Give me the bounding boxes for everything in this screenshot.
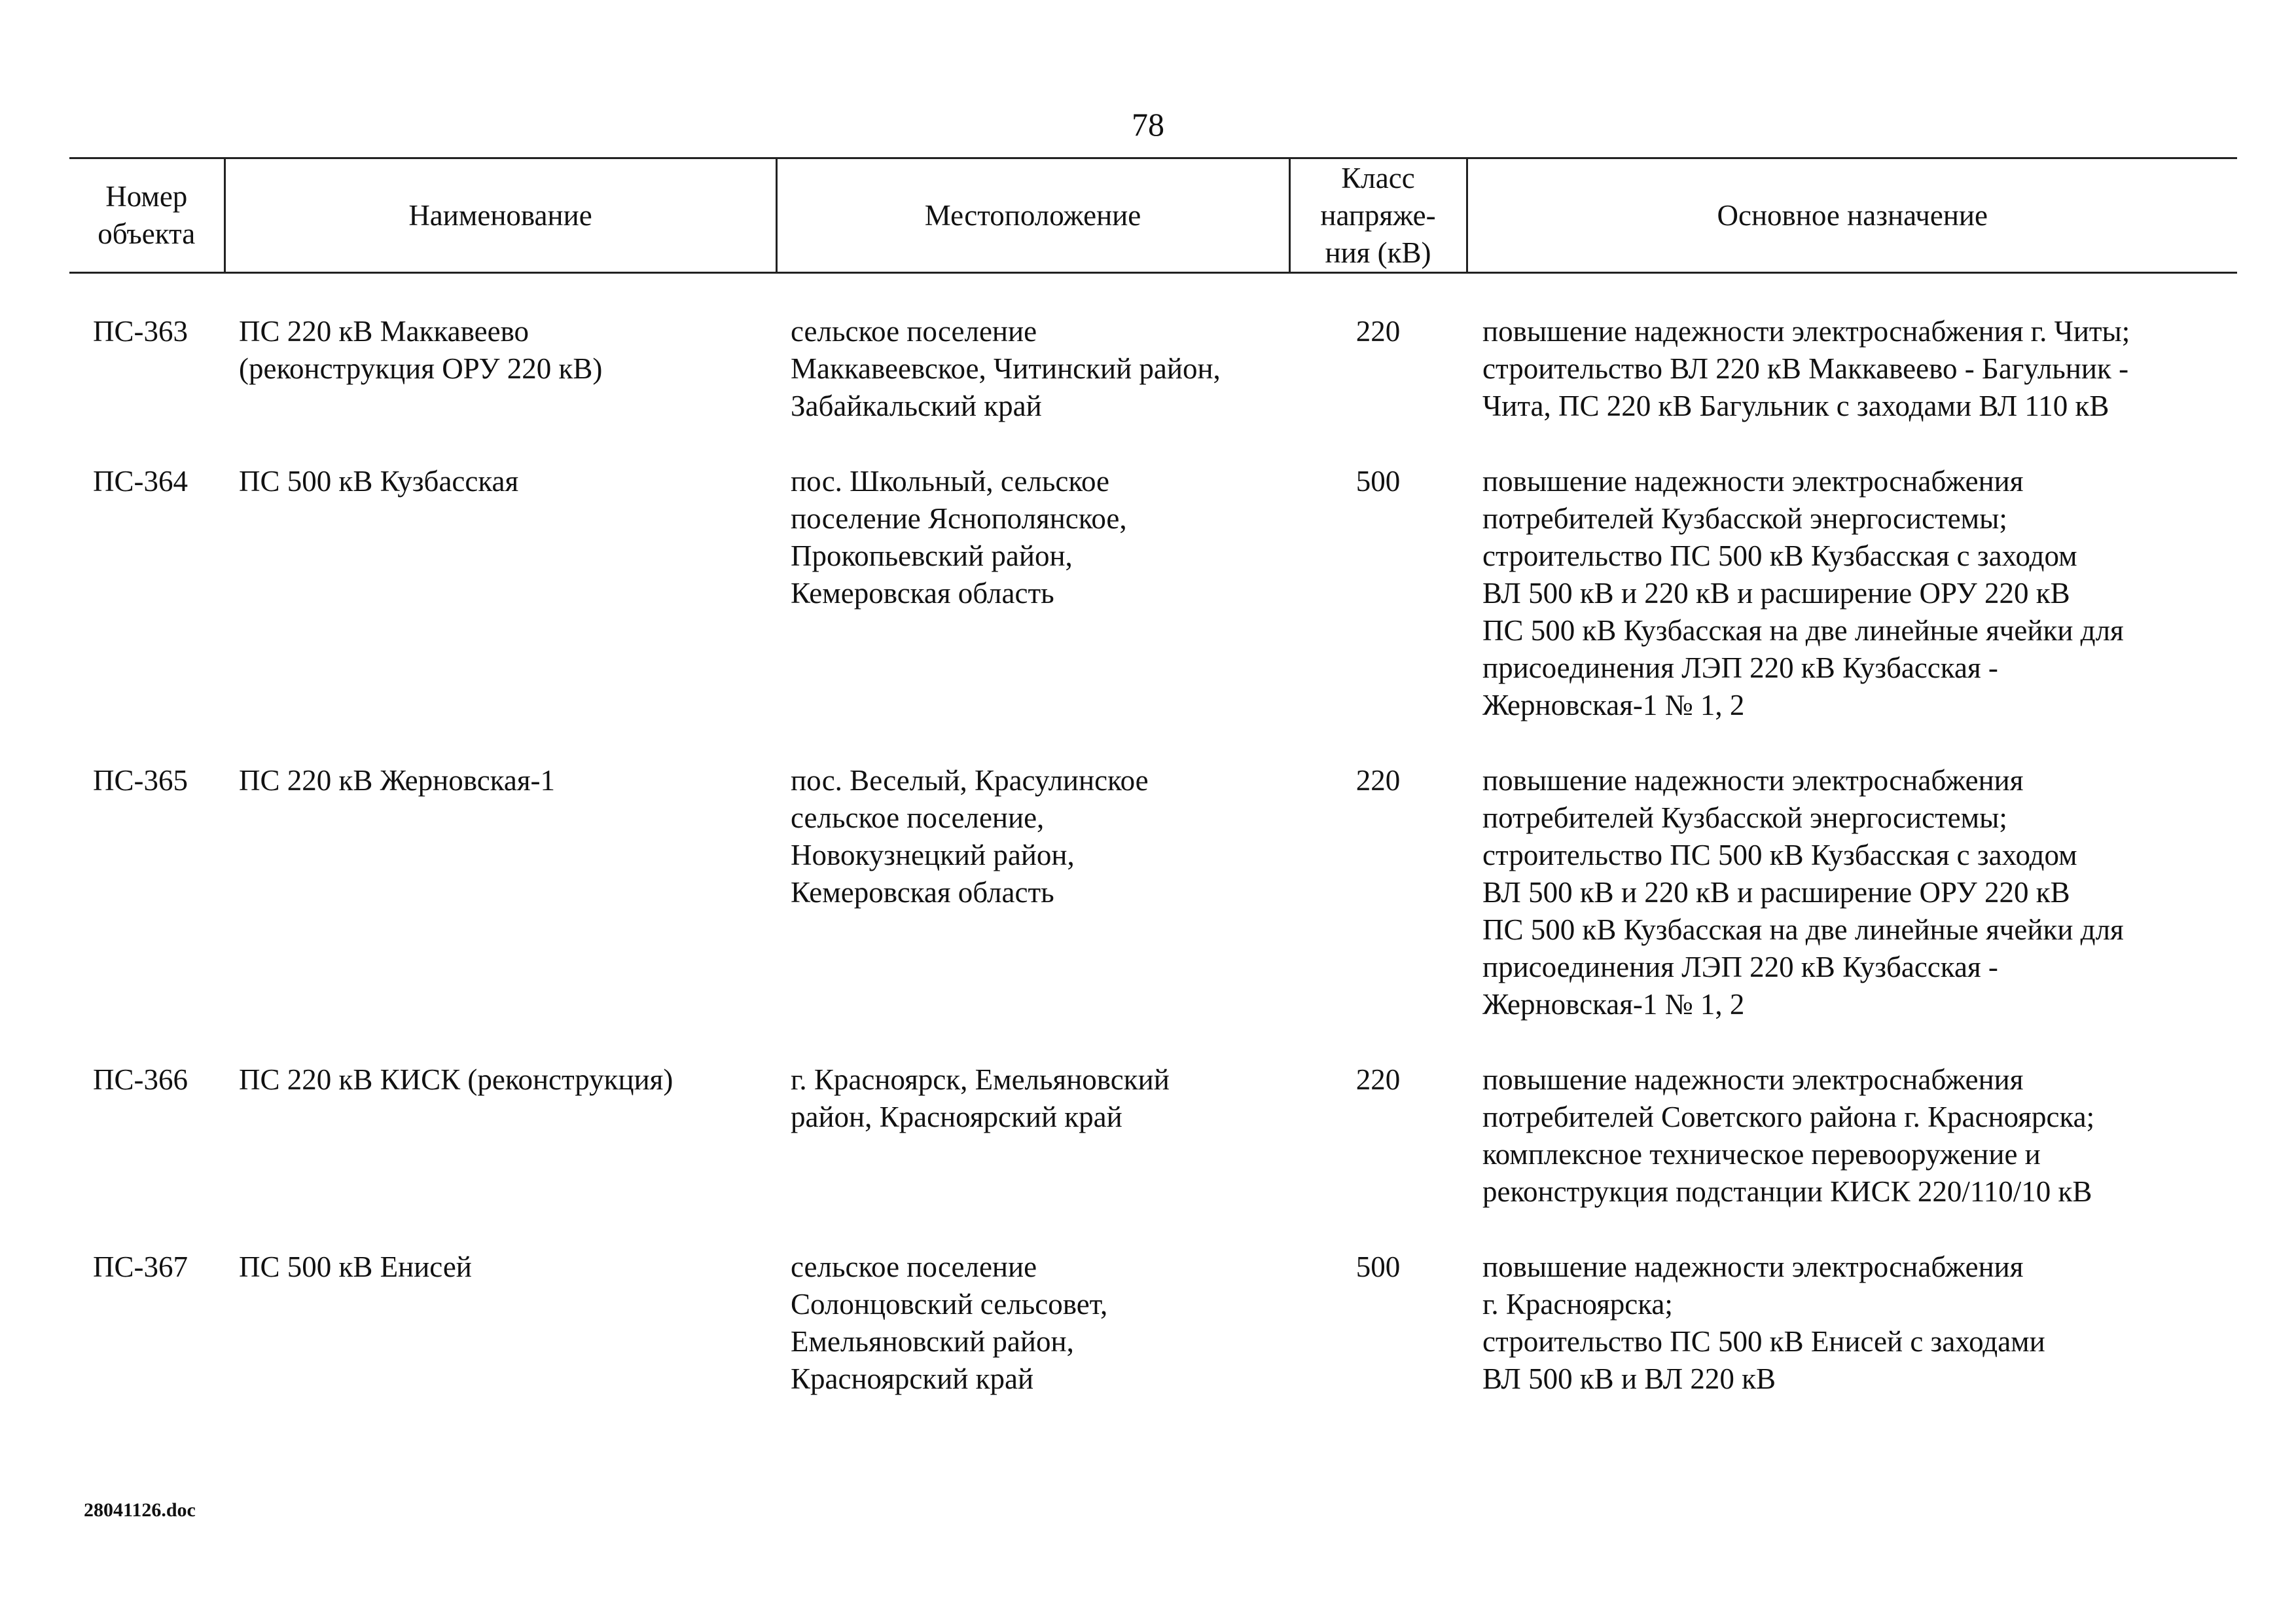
object-voltage: 500 (1355, 465, 1401, 498)
page-number: 78 (1132, 106, 1164, 143)
object-location (776, 313, 1289, 463)
object-purpose-line: потребителей Кузбасской энергосистемы; (1482, 502, 2007, 535)
object-purpose-line: потребителей Кузбасской энергосистемы; (1482, 801, 2007, 834)
object-location-line: поселение Яснополянское, (791, 502, 1127, 535)
object-purpose-line: строительство ВЛ 220 кВ Маккавеево - Багульник - (1482, 352, 2129, 385)
table-row (69, 762, 2237, 1061)
footer-filename: 28041126.doc (84, 1499, 196, 1521)
table-row (69, 1249, 2237, 1436)
object-name (224, 1249, 776, 1436)
object-location-line: сельское поселение (791, 1250, 1037, 1283)
object-number: ПС-364 (93, 465, 188, 498)
object-location (776, 463, 1289, 762)
object-location-line: Новокузнецкий район, (791, 839, 1075, 871)
header-location (776, 158, 1289, 273)
object-location (776, 762, 1289, 1061)
object-purpose-line: Жерновская-1 № 1, 2 (1482, 689, 1745, 721)
object-purpose (1467, 762, 2237, 1061)
object-purpose-line: реконструкция подстанции КИСК 220/110/10 кВ (1482, 1175, 2092, 1208)
object-location-line: Кемеровская область (791, 876, 1054, 909)
object-location-line: Маккавеевское, Читинский район, (791, 352, 1221, 385)
header-name (224, 158, 776, 273)
header-purpose-line: Основное назначение (1717, 198, 1988, 232)
object-location (776, 1249, 1289, 1436)
object-location-line: Кемеровская область (791, 577, 1054, 610)
table-row (69, 463, 2237, 762)
object-location-line: сельское поселение (791, 315, 1037, 348)
object-voltage: 220 (1355, 764, 1401, 797)
object-name-line: ПС 220 кВ Маккавеево (239, 315, 529, 348)
object-purpose-line: повышение надежности электроснабжения (1482, 1250, 2024, 1283)
object-purpose-line: повышение надежности электроснабжения г. Читы; (1482, 315, 2130, 348)
objects-table (69, 157, 2237, 1436)
object-location-line: Солонцовский сельсовет, (791, 1288, 1108, 1321)
object-purpose-line: потребителей Советского района г. Красноярска; (1482, 1101, 2095, 1133)
object-voltage: 220 (1355, 315, 1401, 348)
object-purpose-line: повышение надежности электроснабжения (1482, 465, 2024, 498)
object-number: ПС-366 (93, 1063, 188, 1096)
object-name (224, 762, 776, 1061)
object-purpose-line: повышение надежности электроснабжения (1482, 1063, 2024, 1096)
object-location-line: пос. Веселый, Красулинское (791, 764, 1149, 797)
object-name-line: ПС 220 кВ Жерновская-1 (239, 764, 556, 797)
header-purpose (1467, 158, 2237, 273)
object-purpose-line: присоединения ЛЭП 220 кВ Кузбасская - (1482, 951, 1998, 983)
object-purpose-line: Жерновская-1 № 1, 2 (1482, 988, 1745, 1021)
object-location-line: район, Красноярский край (791, 1101, 1122, 1133)
header-num (69, 158, 224, 273)
object-location-line: Емельяновский район, (791, 1325, 1074, 1358)
header-num-line: объекта (98, 217, 196, 250)
table-row (69, 1061, 2237, 1249)
object-voltage: 500 (1355, 1250, 1401, 1283)
object-name-line: ПС 500 кВ Кузбасская (239, 465, 519, 498)
object-purpose-line: повышение надежности электроснабжения (1482, 764, 2024, 797)
object-location-line: Прокопьевский район, (791, 539, 1073, 572)
object-location-line: пос. Школьный, сельское (791, 465, 1109, 498)
object-purpose (1467, 463, 2237, 762)
object-purpose-line: ПС 500 кВ Кузбасская на две линейные ячейки для (1482, 913, 2124, 946)
object-number: ПС-367 (93, 1250, 188, 1283)
header-voltage-line: ния (кВ) (1325, 236, 1431, 269)
object-purpose-line: строительство ПС 500 кВ Кузбасская с заходом (1482, 839, 2077, 871)
object-purpose (1467, 313, 2237, 463)
object-number: ПС-363 (93, 315, 188, 348)
object-name-line: (реконструкция ОРУ 220 кВ) (239, 352, 603, 385)
header-location-line: Местоположение (924, 198, 1141, 232)
object-name (224, 463, 776, 762)
object-location-line: сельское поселение, (791, 801, 1045, 834)
header-voltage-line: Класс (1341, 161, 1415, 194)
object-name-line: ПС 220 кВ КИСК (реконструкция) (239, 1063, 673, 1096)
object-purpose (1467, 1061, 2237, 1249)
table-spacer (69, 273, 2237, 314)
table-header-row (69, 158, 2237, 273)
object-purpose-line: Чита, ПС 220 кВ Багульник с заходами ВЛ 110 кВ (1482, 390, 2109, 422)
object-purpose (1467, 1249, 2237, 1436)
object-voltage: 220 (1355, 1063, 1401, 1096)
header-voltage (1289, 158, 1467, 273)
object-purpose-line: ПС 500 кВ Кузбасская на две линейные ячейки для (1482, 614, 2124, 647)
header-name-line: Наименование (408, 198, 592, 232)
object-name (224, 313, 776, 463)
object-purpose-line: ВЛ 500 кВ и 220 кВ и расширение ОРУ 220 кВ (1482, 876, 2070, 909)
header-num-line: Номер (105, 180, 188, 213)
object-location-line: Красноярский край (791, 1362, 1034, 1395)
object-purpose-line: комплексное техническое перевооружение и (1482, 1138, 2041, 1171)
object-number: ПС-365 (93, 764, 188, 797)
object-purpose-line: строительство ПС 500 кВ Кузбасская с заходом (1482, 539, 2077, 572)
object-purpose-line: строительство ПС 500 кВ Енисей с заходами (1482, 1325, 2045, 1358)
object-purpose-line: ВЛ 500 кВ и ВЛ 220 кВ (1482, 1362, 1776, 1395)
object-name (224, 1061, 776, 1249)
object-purpose-line: ВЛ 500 кВ и 220 кВ и расширение ОРУ 220 кВ (1482, 577, 2070, 610)
object-purpose-line: г. Красноярска; (1482, 1288, 1673, 1321)
object-purpose-line: присоединения ЛЭП 220 кВ Кузбасская - (1482, 651, 1998, 684)
object-location-line: г. Красноярск, Емельяновский (791, 1063, 1170, 1096)
object-name-line: ПС 500 кВ Енисей (239, 1250, 472, 1283)
object-location (776, 1061, 1289, 1249)
table-row (69, 313, 2237, 463)
header-voltage-line: напряже- (1320, 198, 1436, 232)
object-location-line: Забайкальский край (791, 390, 1042, 422)
